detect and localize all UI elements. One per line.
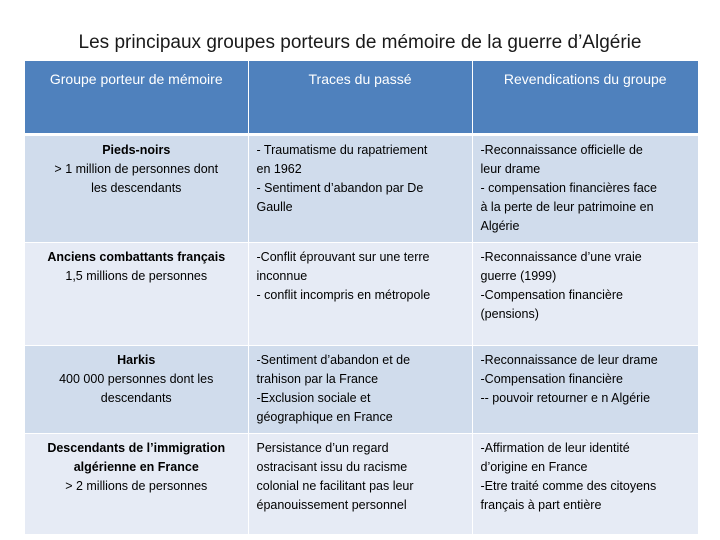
group-name: Anciens combattants français: [47, 250, 226, 264]
page-title: Les principaux groupes porteurs de mémoire de la guerre d’Algérie: [78, 32, 642, 53]
traces-line: Gaulle: [256, 200, 293, 214]
group-detail: descendants: [100, 391, 172, 405]
traces-line: - Traumatisme du rapatriement: [256, 143, 428, 157]
claims-line: -Reconnaissance officielle de: [480, 143, 643, 157]
claims-line: (pensions): [480, 307, 539, 321]
header-group: Groupe porteur de mémoire: [25, 61, 248, 135]
traces-line: en 1962: [256, 162, 302, 176]
group-name: Pieds-noirs: [102, 143, 171, 157]
traces-line: - conflit incompris en métropole: [256, 288, 431, 302]
traces-line: géographique en France: [256, 410, 393, 424]
traces-cell: [248, 243, 472, 346]
table-row: [25, 243, 698, 346]
table-header-row: [25, 61, 698, 135]
table-row: [25, 135, 698, 243]
claims-line: français à part entière: [480, 498, 602, 512]
claims-line: -Compensation financière: [480, 288, 623, 302]
claims-line: -Reconnaissance de leur drame: [480, 353, 658, 367]
claims-line: guerre (1999): [480, 269, 557, 283]
claims-cell: [472, 434, 698, 534]
group-detail: > 2 millions de personnes: [65, 479, 208, 493]
traces-line: -Sentiment d’abandon et de: [256, 353, 411, 367]
traces-line: -Conflit éprouvant sur une terre: [256, 250, 430, 264]
group-cell: [25, 135, 248, 243]
claims-cell: [472, 346, 698, 434]
traces-line: ostracisant issu du racisme: [256, 460, 408, 474]
group-detail: > 1 million de personnes dont: [54, 162, 219, 176]
claims-line: -Reconnaissance d’une vraie: [480, 250, 642, 264]
memory-groups-table: [25, 61, 698, 534]
claims-line: -Affirmation de leur identité: [480, 441, 630, 455]
claims-line: -Compensation financière: [480, 372, 623, 386]
claims-line: d’origine en France: [480, 460, 588, 474]
group-detail: les descendants: [91, 181, 182, 195]
claims-line: - compensation financières face: [480, 181, 657, 195]
claims-cell: [472, 243, 698, 346]
traces-line: -Exclusion sociale et: [256, 391, 371, 405]
claims-cell: [472, 135, 698, 243]
claims-line: à la perte de leur patrimoine en: [480, 200, 654, 214]
group-detail: 400 000 personnes dont les: [59, 372, 214, 386]
header-claims: Revendications du groupe: [472, 61, 698, 135]
claims-line: leur drame: [480, 162, 541, 176]
claims-line: -Etre traité comme des citoyens: [480, 479, 657, 493]
table-row: [25, 434, 698, 534]
group-name: algérienne en France: [73, 460, 199, 474]
traces-cell: [248, 135, 472, 243]
table-row: [25, 346, 698, 434]
group-cell: [25, 346, 248, 434]
claims-line: -- pouvoir retourner e n Algérie: [480, 391, 651, 405]
traces-line: trahison par la France: [256, 372, 379, 386]
traces-line: inconnue: [256, 269, 308, 283]
group-detail: 1,5 millions de personnes: [65, 269, 208, 283]
traces-line: - Sentiment d’abandon par De: [256, 181, 424, 195]
traces-cell: [248, 434, 472, 534]
traces-line: épanouissement personnel: [256, 498, 407, 512]
traces-line: Persistance d’un regard: [256, 441, 389, 455]
group-name: Descendants de l’immigration: [47, 441, 226, 455]
group-cell: [25, 434, 248, 534]
header-traces: Traces du passé: [248, 61, 472, 135]
claims-line: Algérie: [480, 219, 520, 233]
group-name: Harkis: [117, 353, 156, 367]
traces-line: colonial ne facilitant pas leur: [256, 479, 414, 493]
group-cell: [25, 243, 248, 346]
traces-cell: [248, 346, 472, 434]
